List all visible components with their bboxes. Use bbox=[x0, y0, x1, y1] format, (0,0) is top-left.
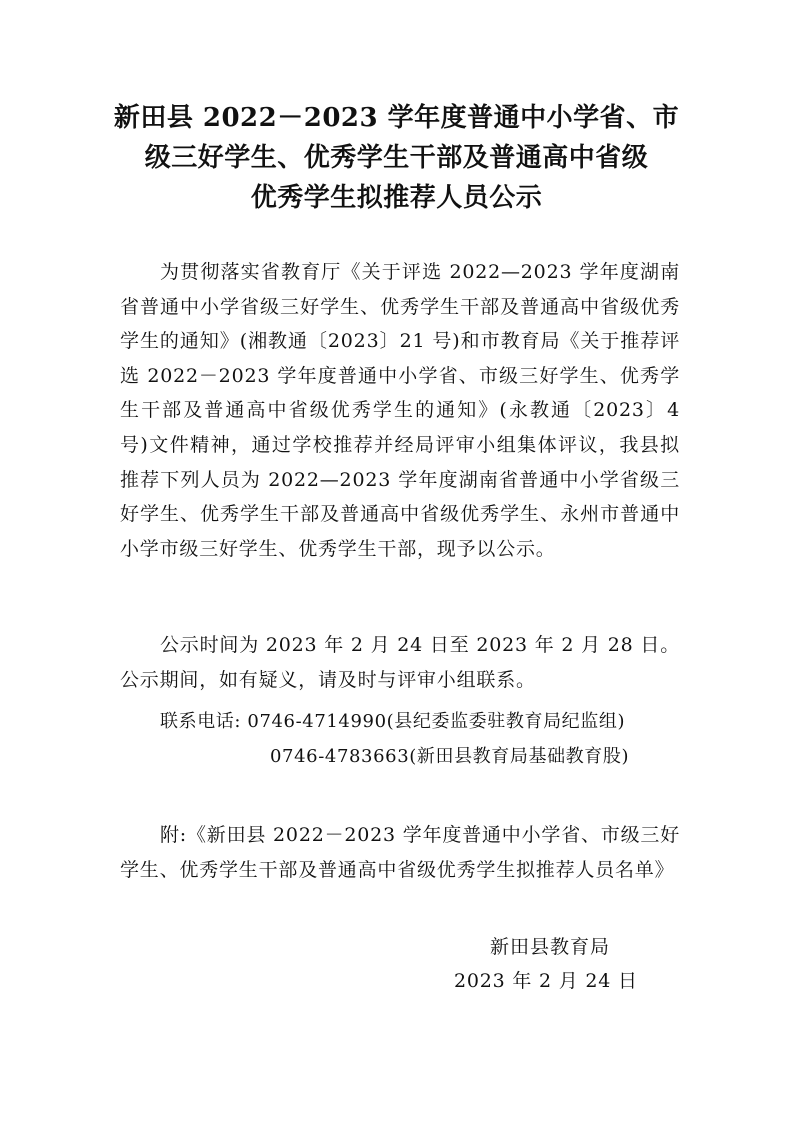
title-line-1: 新田县 2022－2023 学年度普通中小学省、市 bbox=[113, 103, 680, 133]
document-title bbox=[110, 98, 683, 218]
issuer-name: 新田县教育局 bbox=[490, 936, 611, 958]
contact-phone-1: 联系电话: 0746-4714990(县纪委监委驻教育局纪监组) bbox=[160, 711, 626, 732]
notice-paragraph-main: 为贯彻落实省教育厅《关于评选 2022—2023 学年度湖南省普通中小学省级三好学生、优秀学生干部及普通高中省级优秀学生的通知》(湘教通〔2023〕21 号)和市教育局《关于推荐评选 2022－2023 学年度普通中小学省、市级三好学生、优秀学生干部及普通高中省级优秀学生的通知》(永教通〔2023〕4 号)文件精神，通过学校推荐并经局评审小组集体评议，我县拟推荐下列人员为 2022—2023 学年度湖南省普通中小学省级三好学生、优秀学生干部及普通高中省级优秀学生、永州市普通中小学市级三好学生、优秀学生干部，现予以公示。 bbox=[120, 261, 680, 560]
notice-paragraph-period: 公示时间为 2023 年 2 月 24 日至 2023 年 2 月 28 日。公示期间，如有疑义，请及时与评审小组联系。 bbox=[120, 634, 680, 691]
issue-date: 2023 年 2 月 24 日 bbox=[454, 970, 638, 992]
attachment-note: 附:《新田县 2022－2023 学年度普通中小学省、市级三好学生、优秀学生干部及普通高中省级优秀学生拟推荐人员名单》 bbox=[120, 824, 680, 881]
contact-phone-2: 0746-4783663(新田县教育局基础教育股) bbox=[270, 746, 630, 767]
title-line-2: 级三好学生、优秀学生干部及普通高中省级 bbox=[144, 143, 649, 173]
title-line-3: 优秀学生拟推荐人员公示 bbox=[250, 183, 543, 213]
